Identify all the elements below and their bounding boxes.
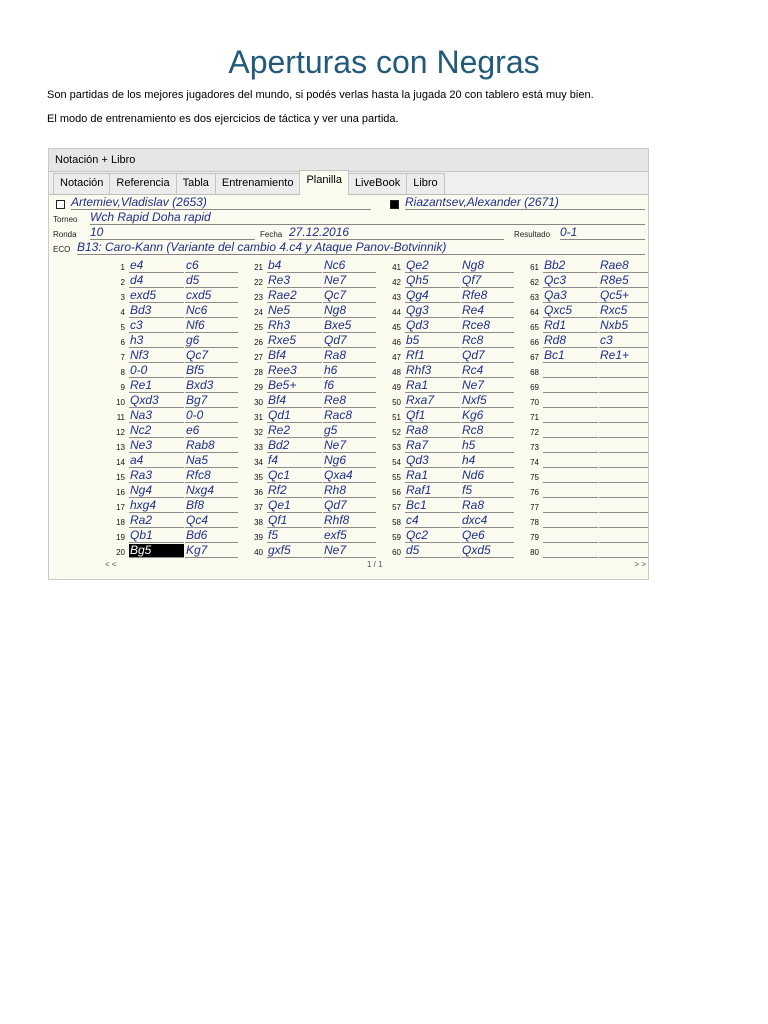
white-move[interactable]: Rd1	[543, 319, 598, 333]
ronda-label: Ronda	[53, 230, 77, 239]
black-move[interactable]: Kg7	[185, 544, 238, 558]
black-move[interactable]: f6	[323, 379, 376, 393]
white-move[interactable]: b4	[267, 259, 322, 273]
move-number: 49	[392, 383, 401, 392]
white-move[interactable]: Ree3	[267, 364, 322, 378]
move-number: 26	[254, 338, 263, 347]
move-number: 24	[254, 308, 263, 317]
black-move[interactable]: f5	[461, 484, 514, 498]
white-move[interactable]: Qd3	[405, 319, 460, 333]
move-number: 58	[392, 518, 401, 527]
move-number: 44	[392, 308, 401, 317]
move-number: 31	[254, 413, 263, 422]
move-number: 67	[530, 353, 539, 362]
move-number: 61	[530, 263, 539, 272]
black-move[interactable]: Re1+	[599, 349, 649, 363]
tab-bar	[49, 172, 648, 195]
white-move[interactable]	[543, 394, 598, 408]
white-move[interactable]: h3	[129, 334, 184, 348]
move-number: 32	[254, 428, 263, 437]
move-number: 22	[254, 278, 263, 287]
black-move[interactable]: Re4	[461, 304, 514, 318]
black-move[interactable]: Ng8	[323, 304, 376, 318]
move-number: 51	[392, 413, 401, 422]
white-move[interactable]: Qxd3	[129, 394, 184, 408]
white-move[interactable]	[543, 364, 598, 378]
white-move[interactable]: Ra8	[405, 424, 460, 438]
move-number: 80	[530, 548, 539, 557]
black-move[interactable]: Bg7	[185, 394, 238, 408]
black-move[interactable]: Nxf5	[461, 394, 514, 408]
white-move[interactable]: Qa3	[543, 289, 598, 303]
move-number: 69	[530, 383, 539, 392]
resultado-label: Resultado	[514, 230, 551, 239]
move-number: 40	[254, 548, 263, 557]
black-move[interactable]: Rc8	[461, 334, 514, 348]
move-number: 41	[392, 263, 401, 272]
move-number: 37	[254, 503, 263, 512]
black-move[interactable]: Ra8	[461, 499, 514, 513]
page-title: Aperturas con Negras	[228, 44, 540, 80]
black-move[interactable]: Ra8	[323, 349, 376, 363]
move-number: 54	[392, 458, 401, 467]
white-move[interactable]	[543, 544, 598, 558]
white-move[interactable]: Qb1	[129, 529, 184, 543]
move-number: 56	[392, 488, 401, 497]
white-move[interactable]: Ng4	[129, 484, 184, 498]
move-number: 10	[116, 398, 125, 407]
white-move[interactable]: Rxa7	[405, 394, 460, 408]
white-move[interactable]: Qd1	[267, 409, 322, 423]
notation-window	[48, 148, 649, 580]
move-number: 46	[392, 338, 401, 347]
white-move[interactable]: Qe2	[405, 259, 460, 273]
move-number: 23	[254, 293, 263, 302]
black-move[interactable]: Bd6	[185, 529, 238, 543]
black-move[interactable]: dxc4	[461, 514, 514, 528]
white-move[interactable]: Ra3	[129, 469, 184, 483]
white-move[interactable]: b5	[405, 334, 460, 348]
black-move[interactable]	[599, 424, 649, 438]
white-move[interactable]	[543, 529, 598, 543]
move-number: 55	[392, 473, 401, 482]
move-number: 78	[530, 518, 539, 527]
black-move[interactable]: cxd5	[185, 289, 238, 303]
resultado-value[interactable]: 0-1	[560, 226, 645, 240]
move-number: 8	[120, 368, 125, 377]
white-move[interactable]: hxg4	[129, 499, 184, 513]
move-number: 42	[392, 278, 401, 287]
black-move[interactable]: Nxg4	[185, 484, 238, 498]
black-move[interactable]: Rh8	[323, 484, 376, 498]
white-move[interactable]: gxf5	[267, 544, 322, 558]
tab-referencia[interactable]: Referencia	[109, 173, 176, 194]
black-move[interactable]: Bf8	[185, 499, 238, 513]
black-move[interactable]: c3	[599, 334, 649, 348]
tab-libro[interactable]: Libro	[406, 173, 444, 194]
black-move[interactable]: Qc4	[185, 514, 238, 528]
move-number: 25	[254, 323, 263, 332]
white-move[interactable]: c3	[129, 319, 184, 333]
black-move[interactable]: Qc5+	[599, 289, 649, 303]
white-move[interactable]: a4	[129, 454, 184, 468]
black-move[interactable]	[599, 379, 649, 393]
move-number: 52	[392, 428, 401, 437]
black-move[interactable]: c6	[185, 259, 238, 273]
white-move[interactable]: Raf1	[405, 484, 460, 498]
white-move[interactable]: f4	[267, 454, 322, 468]
move-number: 50	[392, 398, 401, 407]
move-number: 68	[530, 368, 539, 377]
black-move[interactable]	[599, 499, 649, 513]
black-move[interactable]: Re8	[323, 394, 376, 408]
black-move[interactable]	[599, 409, 649, 423]
white-move[interactable]: f5	[267, 529, 322, 543]
torneo-value[interactable]: Wch Rapid Doha rapid	[90, 211, 645, 225]
black-move[interactable]: Qe6	[461, 529, 514, 543]
white-move[interactable]: Bg5	[129, 544, 184, 558]
move-number: 43	[392, 293, 401, 302]
black-move[interactable]: Qxa4	[323, 469, 376, 483]
move-number: 3	[120, 293, 125, 302]
move-number: 36	[254, 488, 263, 497]
fecha-label: Fecha	[260, 230, 283, 239]
sheet-footer	[49, 560, 648, 574]
black-move[interactable]: Nc6	[185, 304, 238, 318]
torneo-label: Torneo	[53, 215, 78, 224]
move-number: 60	[392, 548, 401, 557]
black-move[interactable]: Nd6	[461, 469, 514, 483]
white-move[interactable]: Re1	[129, 379, 184, 393]
black-player[interactable]: Riazantsev,Alexander (2671)	[405, 196, 645, 210]
black-move[interactable]: Rfc8	[185, 469, 238, 483]
move-number: 18	[116, 518, 125, 527]
move-number: 63	[530, 293, 539, 302]
fecha-value[interactable]: 27.12.2016	[289, 226, 504, 240]
black-move[interactable]: h6	[323, 364, 376, 378]
white-move[interactable]: Na3	[129, 409, 184, 423]
black-move[interactable]: 0-0	[185, 409, 238, 423]
white-move[interactable]: Qg3	[405, 304, 460, 318]
black-move[interactable]	[599, 544, 649, 558]
prev-page-button[interactable]: < <	[105, 560, 117, 569]
training-paragraph: El modo de entrenamiento es dos ejercicios de táctica y ver una partida.	[47, 113, 399, 125]
white-move[interactable]: Re2	[267, 424, 322, 438]
white-move[interactable]: Ra1	[405, 379, 460, 393]
move-number: 16	[116, 488, 125, 497]
move-number: 21	[254, 263, 263, 272]
black-move[interactable]: Ng8	[461, 259, 514, 273]
white-move[interactable]: Rh3	[267, 319, 322, 333]
move-number: 45	[392, 323, 401, 332]
black-move[interactable]: Qd7	[461, 349, 514, 363]
move-number: 28	[254, 368, 263, 377]
move-number: 38	[254, 518, 263, 527]
black-move[interactable]: Rac8	[323, 409, 376, 423]
black-move[interactable]: Ng6	[323, 454, 376, 468]
black-move[interactable]: Rhf8	[323, 514, 376, 528]
ronda-value[interactable]: 10	[90, 226, 255, 240]
white-move[interactable]: e4	[129, 259, 184, 273]
move-number: 17	[116, 503, 125, 512]
intro-paragraph: Son partidas de los mejores jugadores del mundo, si podés verlas hasta la jugada 20 con tablero está muy bien.	[47, 89, 594, 101]
white-move[interactable]: Bf4	[267, 394, 322, 408]
white-move[interactable]: Bc1	[405, 499, 460, 513]
white-move[interactable]: Bc1	[543, 349, 598, 363]
move-number: 11	[116, 413, 125, 422]
white-move[interactable]: c4	[405, 514, 460, 528]
black-move[interactable]	[599, 514, 649, 528]
move-number: 30	[254, 398, 263, 407]
move-number: 73	[530, 443, 539, 452]
white-move[interactable]: Ra1	[405, 469, 460, 483]
white-move[interactable]: Be5+	[267, 379, 322, 393]
black-move[interactable]: Ne7	[323, 274, 376, 288]
move-number: 29	[254, 383, 263, 392]
window-title: Notación + Libro	[49, 149, 648, 172]
black-move[interactable]: Rae8	[599, 259, 649, 273]
black-square-icon	[390, 200, 399, 209]
tab-entrenamiento[interactable]: Entrenamiento	[215, 173, 301, 194]
move-number: 74	[530, 458, 539, 467]
white-move[interactable]: Bd3	[129, 304, 184, 318]
white-move[interactable]	[543, 484, 598, 498]
white-move[interactable]: Qc3	[543, 274, 598, 288]
next-page-button[interactable]: > >	[634, 560, 646, 569]
page-indicator: 1 / 1	[367, 560, 383, 569]
black-move[interactable]	[599, 394, 649, 408]
move-number: 64	[530, 308, 539, 317]
white-move[interactable]: Nc2	[129, 424, 184, 438]
black-move[interactable]: Bf5	[185, 364, 238, 378]
black-move[interactable]	[599, 454, 649, 468]
white-move[interactable]: 0-0	[129, 364, 184, 378]
white-move[interactable]: Ne5	[267, 304, 322, 318]
black-move[interactable]: Ne7	[323, 439, 376, 453]
white-move[interactable]	[543, 454, 598, 468]
move-number: 39	[254, 533, 263, 542]
black-move[interactable]: Qc7	[185, 349, 238, 363]
white-move[interactable]: Qh5	[405, 274, 460, 288]
white-move[interactable]: Nf3	[129, 349, 184, 363]
white-move[interactable]: Ne3	[129, 439, 184, 453]
white-move[interactable]	[543, 499, 598, 513]
white-move[interactable]: Bd2	[267, 439, 322, 453]
move-number: 75	[530, 473, 539, 482]
white-move[interactable]: Rxe5	[267, 334, 322, 348]
white-move[interactable]: Rf1	[405, 349, 460, 363]
move-number: 5	[120, 323, 125, 332]
white-move[interactable]	[543, 424, 598, 438]
white-move[interactable]: Ra7	[405, 439, 460, 453]
white-move[interactable]	[543, 514, 598, 528]
black-move[interactable]: Rab8	[185, 439, 238, 453]
black-move[interactable]: d5	[185, 274, 238, 288]
tab-livebook[interactable]: LiveBook	[348, 173, 407, 194]
black-move[interactable]: Qd7	[323, 499, 376, 513]
black-move[interactable]: Rxc5	[599, 304, 649, 318]
white-move[interactable]	[543, 439, 598, 453]
black-move[interactable]: Qc7	[323, 289, 376, 303]
move-number: 59	[392, 533, 401, 542]
tab-planilla[interactable]: Planilla	[299, 170, 348, 195]
black-move[interactable]: Kg6	[461, 409, 514, 423]
black-move[interactable]: Qd7	[323, 334, 376, 348]
move-number: 12	[116, 428, 125, 437]
black-move[interactable]: Nc6	[323, 259, 376, 273]
eco-label: ECO	[53, 245, 71, 254]
move-number: 35	[254, 473, 263, 482]
black-move[interactable]: exf5	[323, 529, 376, 543]
white-square-icon	[56, 200, 65, 209]
move-number: 47	[392, 353, 401, 362]
move-number: 20	[116, 548, 125, 557]
move-number: 66	[530, 338, 539, 347]
white-move[interactable]: Qxc5	[543, 304, 598, 318]
move-number: 19	[116, 533, 125, 542]
move-number: 6	[120, 338, 125, 347]
move-number: 77	[530, 503, 539, 512]
black-move[interactable]	[599, 364, 649, 378]
black-move[interactable]: Nxb5	[599, 319, 649, 333]
black-move[interactable]: Rfe8	[461, 289, 514, 303]
white-move[interactable]: Re3	[267, 274, 322, 288]
move-number: 57	[392, 503, 401, 512]
black-move[interactable]	[599, 484, 649, 498]
black-move[interactable]: Ne7	[323, 544, 376, 558]
black-move[interactable]: Qxd5	[461, 544, 514, 558]
white-move[interactable]: Qg4	[405, 289, 460, 303]
move-number: 33	[254, 443, 263, 452]
move-number: 34	[254, 458, 263, 467]
move-number: 2	[120, 278, 125, 287]
black-move[interactable]	[599, 469, 649, 483]
white-move[interactable]: Rd8	[543, 334, 598, 348]
black-move[interactable]: e6	[185, 424, 238, 438]
white-move[interactable]	[543, 379, 598, 393]
white-move[interactable]: d5	[405, 544, 460, 558]
move-number: 13	[116, 443, 125, 452]
move-number: 71	[530, 413, 539, 422]
black-move[interactable]: Bxe5	[323, 319, 376, 333]
white-move[interactable]: Qd3	[405, 454, 460, 468]
black-move[interactable]	[599, 439, 649, 453]
black-move[interactable]: g5	[323, 424, 376, 438]
black-move[interactable]: R8e5	[599, 274, 649, 288]
black-move[interactable]: Ne7	[461, 379, 514, 393]
move-number: 65	[530, 323, 539, 332]
white-move[interactable]: Qe1	[267, 499, 322, 513]
move-number: 15	[116, 473, 125, 482]
white-move[interactable]: Rf2	[267, 484, 322, 498]
game-header	[49, 195, 648, 254]
tab-tabla[interactable]: Tabla	[176, 173, 216, 194]
black-move[interactable]: Bxd3	[185, 379, 238, 393]
white-move[interactable]: Bb2	[543, 259, 598, 273]
move-number: 14	[116, 458, 125, 467]
black-move[interactable]: Rce8	[461, 319, 514, 333]
black-move[interactable]	[599, 529, 649, 543]
black-move[interactable]: g6	[185, 334, 238, 348]
move-number: 70	[530, 398, 539, 407]
move-number: 7	[120, 353, 125, 362]
black-move[interactable]: Na5	[185, 454, 238, 468]
move-number: 27	[254, 353, 263, 362]
black-move[interactable]: Nf6	[185, 319, 238, 333]
white-move[interactable]: Rae2	[267, 289, 322, 303]
move-number: 1	[120, 263, 125, 272]
eco-value[interactable]: B13: Caro-Kann (Variante del cambio 4.c4 y Ataque Panov-Botvinnik)	[77, 241, 645, 255]
white-move[interactable]: Qc1	[267, 469, 322, 483]
black-move[interactable]: h4	[461, 454, 514, 468]
black-move[interactable]: Rc4	[461, 364, 514, 378]
white-move[interactable]: exd5	[129, 289, 184, 303]
white-move[interactable]: Bf4	[267, 349, 322, 363]
white-player[interactable]: Artemiev,Vladislav (2653)	[71, 196, 371, 210]
white-move[interactable]: d4	[129, 274, 184, 288]
white-move[interactable]	[543, 469, 598, 483]
white-move[interactable]	[543, 409, 598, 423]
black-move[interactable]: h5	[461, 439, 514, 453]
white-move[interactable]: Qc2	[405, 529, 460, 543]
black-move[interactable]: Qf7	[461, 274, 514, 288]
white-move[interactable]: Qf1	[267, 514, 322, 528]
move-number: 72	[530, 428, 539, 437]
black-move[interactable]: Rc8	[461, 424, 514, 438]
move-number: 53	[392, 443, 401, 452]
move-number: 48	[392, 368, 401, 377]
move-number: 9	[120, 383, 125, 392]
move-number: 4	[120, 308, 125, 317]
white-move[interactable]: Qf1	[405, 409, 460, 423]
white-move[interactable]: Ra2	[129, 514, 184, 528]
move-number: 76	[530, 488, 539, 497]
move-number: 79	[530, 533, 539, 542]
move-number: 62	[530, 278, 539, 287]
tab-notacion[interactable]: Notación	[53, 173, 110, 194]
white-move[interactable]: Rhf3	[405, 364, 460, 378]
